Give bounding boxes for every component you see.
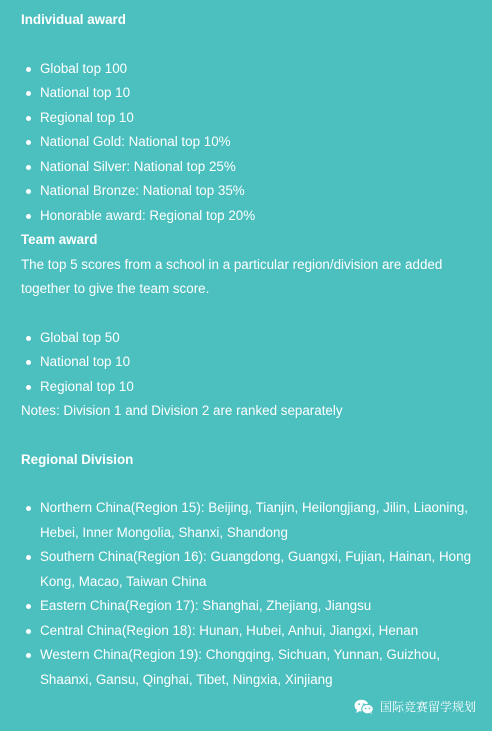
list-item: Southern China(Region 16): Guangdong, Guangxi, Fujian, Hainan, Hong Kong, Macao, Taiwan China [40,545,482,594]
list-item: National Bronze: National top 35% [40,179,482,204]
individual-award-heading: Individual award [21,12,126,27]
spacer [21,424,482,448]
list-item: Northern China(Region 15): Beijing, Tianjin, Heilongjiang, Jilin, Liaoning, Hebei, Inner Mongolia, Shanxi, Shandong [40,496,482,545]
regional-division-list [21,496,482,692]
wechat-icon [354,699,374,715]
spacer [21,302,482,326]
regional-division-heading: Regional Division [21,451,134,467]
list-item: Western China(Region 19): Chongqing, Sichuan, Yunnan, Guizhou, Shaanxi, Gansu, Qinghai, Tibet, Ningxia, Xinjiang [40,643,482,692]
list-item: Global top 100 [40,57,482,82]
list-item: National top 10 [40,81,482,106]
spacer [21,472,482,496]
individual-award-list [21,57,482,229]
spacer [21,33,482,57]
team-award-description: The top 5 scores from a school in a particular region/division are added together to give the team score. [21,256,443,296]
list-item: Eastern China(Region 17): Shanghai, Zhejiang, Jiangsu [40,594,482,619]
list-item: Regional top 10 [40,375,482,400]
list-item: Central China(Region 18): Hunan, Hubei, Anhui, Jiangxi, Henan [40,619,482,644]
list-item: Regional top 10 [40,106,482,131]
list-item: National Silver: National top 25% [40,155,482,180]
team-award-list [21,326,482,400]
list-item: Global top 50 [40,326,482,351]
watermark [354,699,476,715]
watermark-text: 国际竞赛留学规划 [379,700,476,714]
list-item: National Gold: National top 10% [40,130,482,155]
notes-text: Notes: Division 1 and Division 2 are ranked separately [21,403,343,418]
list-item: Honorable award: Regional top 20% [40,204,482,229]
list-item: National top 10 [40,350,482,375]
team-award-heading: Team award [21,232,98,247]
